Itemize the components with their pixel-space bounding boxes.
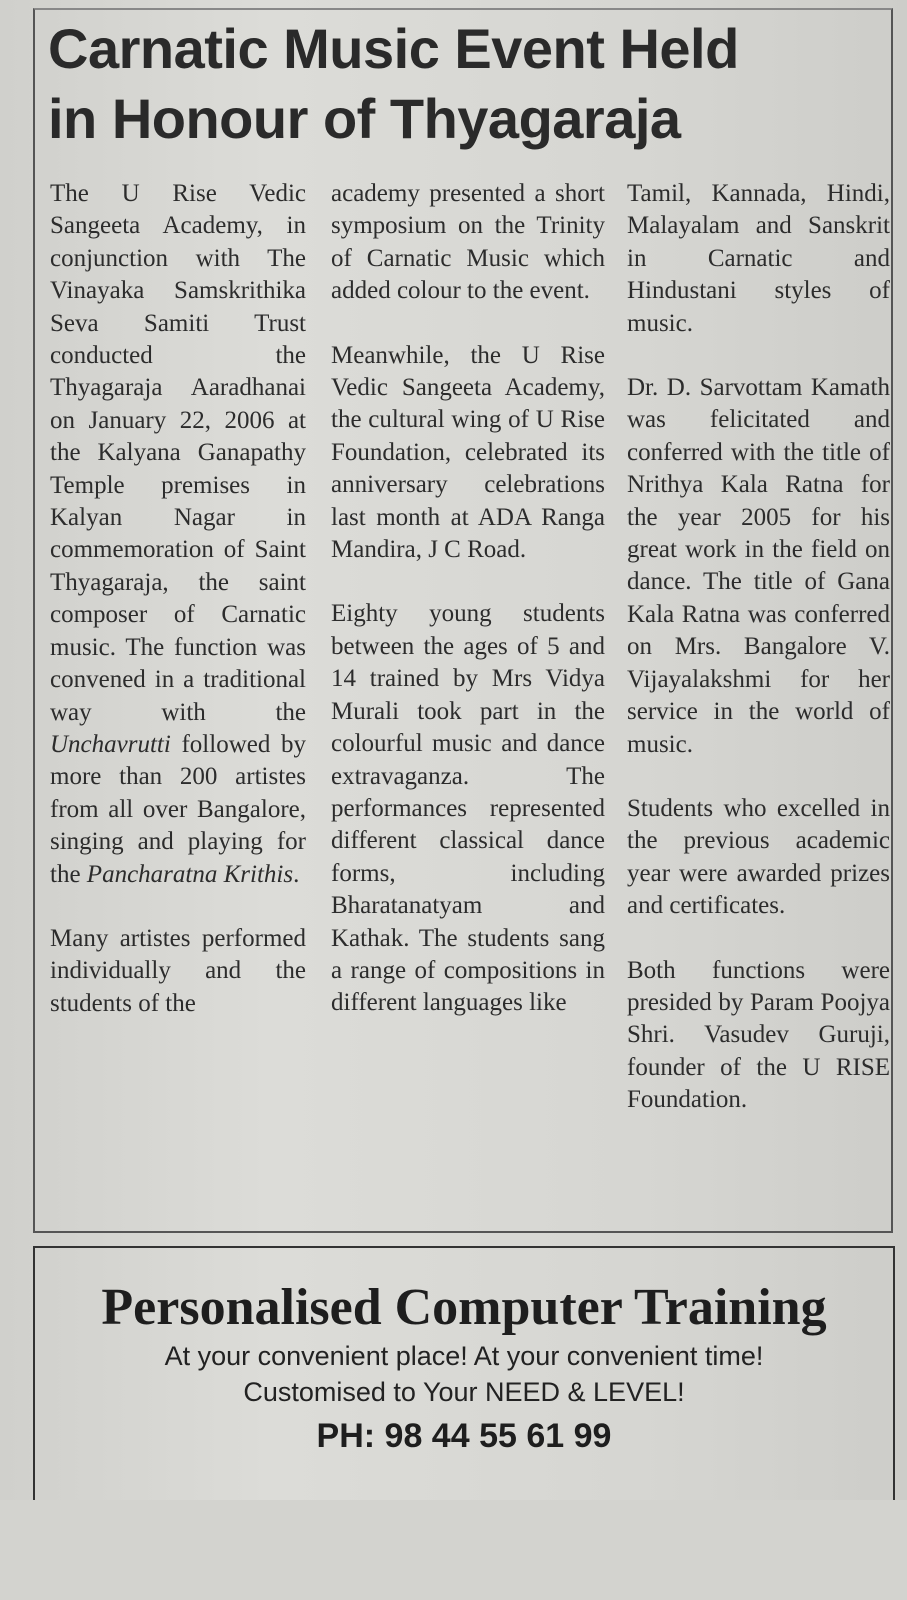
ad-title: Personalised Computer Training <box>101 1279 827 1336</box>
paragraph: Tamil, Kannada, Hindi, Malayalam and Sanskrit in Carnatic and Hindustani styles of music. <box>627 180 890 337</box>
italic-term: Unchavrutti <box>50 730 171 758</box>
article-column-1 <box>50 178 306 1052</box>
paragraph: academy presented a short symposium on the Trinity of Carnatic Music which added colour to the event. <box>331 180 605 305</box>
paragraph-text: followed by more than 200 artistes from all over Bangalore, singing and playing for the <box>50 730 306 888</box>
paragraph: Both functions were presided by Param Poojya Shri. Vasudev Guruji, founder of the U RISE Foundation. <box>627 956 890 1114</box>
headline-line-2: in Honour of Thyagaraja <box>48 87 681 150</box>
paragraph-text: The U Rise Vedic Sangeeta Academy, in conjunction with The Vinayaka Samskrithika Seva Samiti Trust conducted the Thyagaraja Aaradhanai on January 22, 2006 at the Kalyana Ganapathy Temple premises in Kalyan Nagar in commemoration of Saint Thyagaraja, the saint composer of Carnatic music. The function was convened in a traditional way with the <box>50 180 306 726</box>
paragraph-text: . <box>293 860 300 888</box>
paper-margin <box>0 1500 907 1600</box>
ad-tagline-1: At your convenient place! At your convenient time! <box>164 1341 764 1371</box>
paragraph: Many artistes performed individually and the students of the <box>50 924 306 1017</box>
article-column-3 <box>627 178 890 1149</box>
headline-line-1: Carnatic Music Event Held <box>48 17 739 80</box>
paragraph: Dr. D. Sarvottam Kamath was felicitated and conferred with the title of Nrithya Kala Ratna for the year 2005 for his great work in the field on dance. The title of Gana Kala Ratna was conferred on Mrs. Bangalore V. Vijayalakshmi for her service in the world of music. <box>627 374 890 758</box>
ad-tagline-2: Customised to Your NEED & LEVEL! <box>243 1377 685 1407</box>
paragraph: Students who excelled in the previous academic year were awarded prizes and certificates. <box>627 794 890 920</box>
advertisement-box <box>33 1246 895 1506</box>
paragraph: Eighty young students between the ages of 5 and 14 trained by Mrs Vidya Murali took part in the colourful music and dance extravaganza. The performances represented different classical dance forms, including Bharatanatyam and Kathak. The students sang a range of compositions in different languages like <box>331 600 605 1017</box>
italic-term: Pancharatna Krithis <box>86 860 294 888</box>
article-column-2 <box>331 178 605 1052</box>
paragraph <box>50 178 306 891</box>
ad-phone-number: PH: 98 44 55 61 99 <box>316 1417 612 1455</box>
paragraph: Meanwhile, the U Rise Vedic Sangeeta Academy, the cultural wing of U Rise Foundation, celebrated its anniversary celebrations last month at ADA Ranga Mandira, J C Road. <box>331 341 605 564</box>
headline <box>48 14 868 154</box>
